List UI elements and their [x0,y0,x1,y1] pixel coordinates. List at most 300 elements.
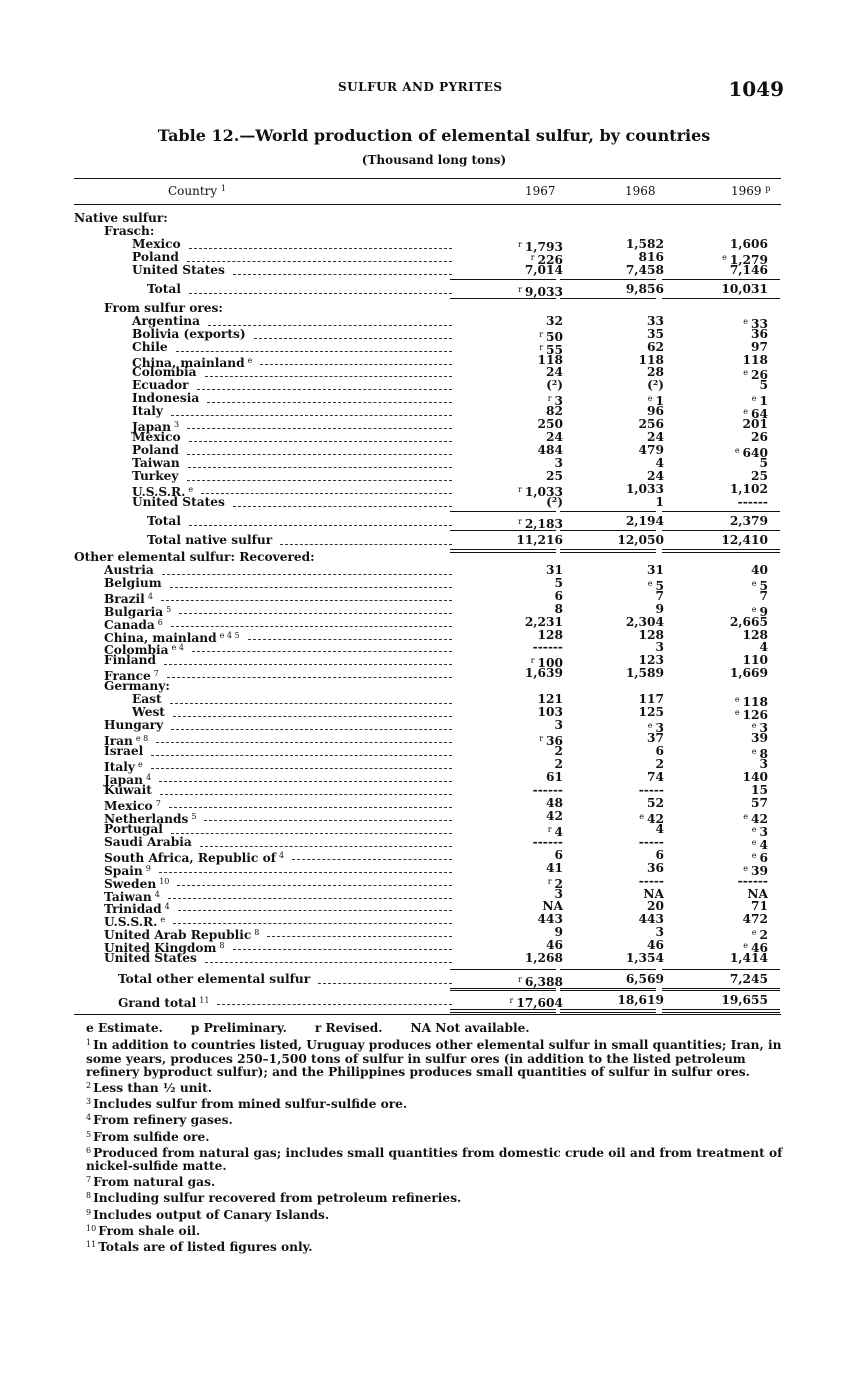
total-rule [560,279,656,280]
total-rule [560,990,656,991]
row-label [132,405,163,418]
cell-value: 4 [655,456,664,471]
footnote-text: From sulfide ore. [93,1129,210,1144]
column-header-country-note: 1 [221,184,227,193]
cell-value: 39 [751,731,768,746]
row-label-text: Japan [104,772,143,787]
cell-value: 1,793 [524,239,563,254]
row-label [132,341,168,354]
total-underline [560,298,656,299]
cell-1968 [617,534,664,547]
row-label-note: e [188,485,194,494]
dot-leader [260,364,452,365]
footnote-number: 10 [86,1223,97,1233]
cell-marker: e [743,368,749,378]
cell-value: 5 [759,378,768,393]
cell-1969 [751,564,768,577]
table-row [0,925,868,943]
cell-value: 2 [759,928,768,943]
dot-leader [248,639,452,640]
row-label-text: Mexico [132,430,181,445]
dot-leader [159,872,452,873]
row-label-text: Brazil [104,591,145,606]
cell-value: 4 [759,640,768,655]
footnote-text: Including sulfur recovered from petroleum refineries. [93,1191,462,1206]
total-underline [560,549,656,550]
table-row [0,264,868,277]
row-label-note: 4 [164,902,170,912]
table-row [0,391,868,409]
cell-value: 118 [742,352,768,367]
cell-marker: r [547,876,552,886]
row-label-text: United States [132,494,225,509]
cell-value: 3 [554,886,563,901]
cell-value: 1,033 [524,485,563,499]
cell-value: 31 [546,562,563,577]
total-underline [662,988,780,989]
row-label-note: e 4 [171,643,184,653]
row-label-text: Poland [132,249,179,264]
cell-value: 128 [537,627,563,642]
dot-leader [169,807,452,808]
cell-1969 [751,431,768,444]
row-label [132,496,225,509]
cell-value: 9 [554,925,563,940]
cell-1969 [730,515,768,528]
cell-value: 100 [537,656,563,671]
row-label-note: e [160,915,166,925]
cell-value: 10,031 [721,281,768,296]
dot-leader [161,600,452,601]
cell-1969 [738,496,768,509]
footnote-text: Includes sulfur from mined sulfur-sulfide ore. [93,1097,408,1112]
cell-value: 2,304 [625,614,664,629]
dot-leader [167,677,452,678]
cell-value: ----- [638,834,664,849]
dot-leader [170,587,452,588]
table-row [0,912,868,930]
cell-value: 5 [554,575,563,590]
table-row [0,404,868,422]
cell-marker: e [743,941,749,951]
cell-marker: r [509,996,514,1006]
cell-marker: e [751,394,757,404]
cell-value: 36 [751,326,768,341]
footnote-number: 1 [86,1038,92,1048]
dot-leader [159,781,452,782]
dot-leader [201,493,452,494]
cell-value: 2,665 [729,614,768,629]
cell-marker: r [530,656,535,666]
row-label-text: U.S.S.R. [132,485,186,499]
total-rule [450,990,556,991]
footnote-8 [86,1189,786,1205]
dot-leader [189,441,452,442]
cell-value: 3 [655,640,664,655]
cell-value: 7 [655,588,664,603]
cell-value: 1 [655,394,664,409]
dot-leader [217,1004,452,1005]
cell-1969 [730,973,768,986]
cell-1967 [518,515,563,531]
row-label-text: Total [147,281,181,296]
dot-leader [188,467,452,468]
cell-value: 6 [759,850,768,865]
row-label-text: Sweden [104,876,157,891]
cell-value: 3 [554,456,563,471]
footnote-text: From refinery gases. [93,1113,233,1128]
table-row [0,236,868,254]
row-label-note: e [137,760,143,769]
total-rule [560,530,656,531]
row-label-text: Netherlands [104,811,189,826]
cell-value: 46 [546,938,563,953]
cell-marker: r [518,516,522,526]
cell-value: 96 [647,404,664,419]
cell-value: 31 [647,562,664,577]
footnote-10 [86,1222,786,1238]
table-row [0,534,868,547]
table-row [0,692,868,710]
dot-leader [204,820,452,821]
cell-value: 74 [647,769,664,784]
cell-value: 48 [546,795,563,810]
table-row [0,431,868,444]
dot-leader [292,859,452,860]
table-subtitle: (Thousand long tons) [361,153,507,167]
dot-leader [171,626,452,627]
dot-leader [178,910,452,911]
cell-value: (²) [546,378,563,393]
table-row [0,365,868,383]
table-row [0,718,868,736]
cell-value: 8 [554,601,563,616]
footnote-6 [86,1144,786,1173]
dot-leader [233,949,452,950]
cell-value: 62 [647,339,664,354]
cell-marker: e [647,394,653,404]
row-label-text: Belgium [104,575,162,590]
cell-value: 1,606 [729,236,768,251]
legend-item: NA Not available. [410,1021,530,1036]
cell-value: 7,014 [524,262,563,277]
cell-value: 46 [751,941,768,956]
footnote-9 [86,1206,786,1222]
column-header-1969-label: 1969 [731,184,762,198]
table-row [0,281,868,299]
cell-1968 [656,496,664,509]
row-label [104,952,197,965]
row-label-text: East [132,692,162,707]
row-label-text: Iran [104,734,133,749]
dot-leader [187,428,452,429]
cell-1968 [647,564,664,577]
total-double-underline [560,1012,656,1013]
cell-marker: r [518,239,522,249]
row-label-note: 5 [166,604,172,614]
cell-value: 24 [546,430,563,445]
cell-value: 20 [647,899,664,914]
row-label-text: Hungary [104,718,164,733]
row-label-text: United States [104,951,197,966]
row-label-text: Poland [132,443,179,458]
cell-value: 18,619 [617,993,664,1008]
table-row [0,627,868,645]
row-label-note: 3 [173,420,180,430]
cell-value: 6,388 [524,975,563,990]
cell-value: 640 [742,446,768,461]
legend-item: r Revised. [314,1021,383,1036]
cell-value: 3 [655,721,664,736]
table-row [0,352,868,370]
cell-value: 97 [751,339,768,354]
cell-value: 1,268 [524,951,563,966]
dot-leader [280,544,452,545]
cell-value: 125 [638,705,664,720]
cell-value: 2 [554,744,563,759]
dot-leader [171,729,452,730]
cell-value: 50 [546,329,563,344]
table-row [0,313,868,331]
total-underline [560,988,656,989]
row-label-text: U.S.S.R. [104,915,158,930]
row-label [104,719,163,732]
total-rule [662,969,780,970]
row-label-note: 6 [157,617,163,627]
row-label-text: Indonesia [132,391,200,406]
cell-1967 [516,534,563,547]
cell-marker: e [743,316,749,326]
dot-leader [197,389,452,390]
dot-leader [151,755,452,756]
row-label-text: Colombia [132,365,197,380]
cell-value: 1,669 [729,666,768,681]
cell-marker: e [743,811,749,821]
cell-1967 [546,862,563,875]
table-row [0,443,868,461]
cell-value: 55 [546,342,563,357]
footnote-number: 6 [86,1145,92,1155]
cell-value: 9 [655,601,664,616]
total-rule [560,511,656,512]
footnote-list [86,1036,786,1254]
cell-1969 [730,667,768,680]
row-label-text: Kuwait [104,782,152,797]
footnote-number: 3 [86,1097,92,1107]
cell-value: 117 [638,692,664,707]
cell-value: 2 [655,757,664,771]
cell-value: 61 [546,769,563,784]
dot-leader [205,962,452,963]
table-row [0,339,868,357]
cell-1968 [626,952,664,965]
row-label-text: United States [132,262,225,277]
row-label [104,836,192,849]
cell-value: 24 [546,365,563,380]
row-label-text: Germany: [104,679,170,694]
row-label-text: Mexico [132,236,181,251]
cell-value: 8 [759,747,768,762]
dot-leader [177,885,452,886]
row-label-note: e [247,355,253,365]
footnote-text: From natural gas. [93,1175,216,1190]
cell-value: 1,033 [625,482,664,496]
table-row [0,417,868,435]
cell-1969 [751,797,768,810]
cell-marker: e [743,863,749,873]
cell-1969 [743,913,768,926]
cell-value: 5 [759,456,768,471]
row-label-text: China, mainland [132,355,245,370]
footnote-7 [86,1173,786,1189]
dot-leader [192,651,452,652]
cell-value: 123 [638,653,664,668]
footnote-number: 5 [86,1129,92,1139]
total-underline [662,298,780,299]
dot-leader [189,293,452,294]
table-row [0,972,868,990]
cell-value: 42 [546,808,563,823]
cell-marker: r [518,485,522,494]
cell-1967 [546,496,563,509]
cell-value: 19,655 [721,993,768,1008]
footnote-5 [86,1128,786,1144]
dot-leader [160,794,452,795]
cell-value: 128 [742,627,768,642]
column-header-1969-note: p [765,184,771,193]
cell-1968 [626,973,664,986]
row-label-text: France [104,669,151,684]
dot-leader [156,742,452,743]
total-rule [662,279,780,280]
cell-1967 [546,379,563,392]
dot-leader [173,923,452,924]
row-label-note: 4 [154,889,160,899]
cell-value: 42 [647,811,664,826]
cell-1967 [546,810,563,823]
cell-1968 [626,515,664,528]
cell-value: (²) [647,378,664,393]
table-row [0,744,868,762]
row-label-note: e 8 [135,734,149,744]
row-label-text: Turkey [132,469,179,484]
cell-value: 82 [546,404,563,419]
row-label-note: 4 [278,850,285,860]
cell-value: 250 [537,417,563,432]
table-row [0,795,868,813]
cell-1967 [518,283,563,299]
row-label-note: 4 [147,591,153,601]
row-label-note: 11 [199,996,210,1006]
total-underline [662,1009,780,1010]
cell-marker: r [539,734,544,744]
dot-leader [187,454,452,455]
total-rule [662,511,780,512]
cell-1967 [533,641,563,654]
row-label-text: Total other elemental sulfur [118,972,311,987]
table-row [0,496,868,509]
dot-leader [171,833,452,834]
cell-value: 1,582 [625,236,664,251]
cell-value: 71 [751,899,768,914]
legend-item: e Estimate. [86,1021,163,1036]
row-label-text: Mexico [104,798,153,813]
footnote-number: 4 [86,1113,92,1123]
dot-leader [189,525,452,526]
cell-marker: e [639,811,645,821]
cell-value: 5 [655,578,664,593]
total-underline [662,549,780,550]
cell-value: 7,245 [729,972,768,987]
row-label [104,577,162,590]
row-label-text: South Africa, Republic of [104,850,276,865]
row-label [147,534,272,547]
cell-value: 33 [647,313,664,328]
cell-value: NA [542,899,563,914]
footnote-number: 9 [86,1207,92,1217]
dot-leader [171,415,452,416]
cell-value: 1 [759,394,768,409]
cell-marker: e [734,695,740,705]
cell-marker: e [734,708,740,718]
row-label-text: Chile [132,339,168,354]
row-label-note: 9 [145,863,151,873]
cell-value: (²) [546,494,563,509]
cell-value: 5 [759,578,768,593]
cell-1967 [546,470,563,483]
cell-value: 118 [537,352,563,367]
row-label-text: Trinidad [104,902,162,917]
cell-1968 [626,264,664,277]
row-label-text: Colombia [104,643,169,658]
dot-leader [170,703,452,704]
cell-value: 24 [647,430,664,445]
cell-value: 256 [638,417,664,432]
table-row [0,899,868,917]
row-label [147,283,181,296]
cell-1969 [751,732,768,745]
row-label-text: Portugal [104,821,163,836]
cell-value: 3 [759,757,768,771]
table-row [0,757,868,774]
cell-value: 33 [751,316,768,331]
cell-value: 6 [554,588,563,603]
cell-1968 [647,379,664,392]
table-row [0,326,868,344]
cell-marker: r [539,329,544,339]
cell-value: 3 [759,721,768,736]
row-label-text: Total [147,513,181,528]
table-row [0,834,868,852]
cell-marker: r [518,284,522,294]
cell-1967 [518,973,563,989]
cell-value: 12,050 [617,532,664,547]
cell-marker: r [539,342,544,352]
dot-leader [200,846,452,847]
row-label-note: 5 [191,811,197,821]
row-label [104,654,156,667]
footnote-number: 7 [86,1175,92,1185]
cell-value: ----- [638,873,664,888]
cell-marker: e [647,721,653,731]
cell-value: 2,379 [729,513,768,528]
cell-value: 2 [554,876,563,891]
cell-marker: e [751,824,757,834]
cell-value: 35 [647,326,664,341]
table-bottom-rule [74,1014,781,1015]
table-row [0,952,868,965]
cell-value: 3 [655,925,664,940]
